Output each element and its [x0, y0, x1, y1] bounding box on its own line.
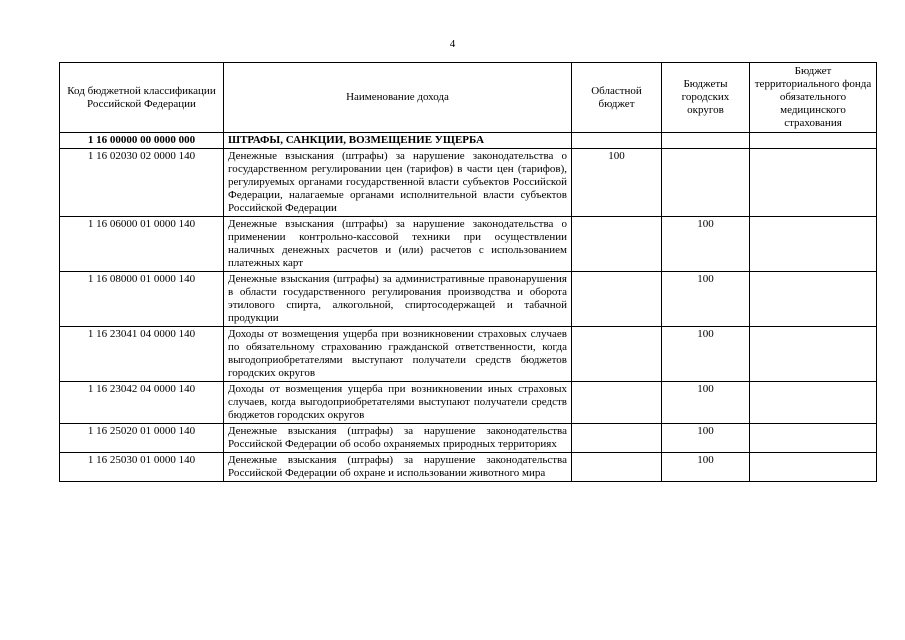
row-fund-value	[750, 382, 877, 424]
row-name: ШТРАФЫ, САНКЦИИ, ВОЗМЕЩЕНИЕ УЩЕРБА	[224, 133, 572, 149]
row-code: 1 16 08000 01 0000 140	[60, 272, 224, 327]
row-city-value: 100	[662, 382, 750, 424]
table-row	[60, 424, 877, 453]
row-regional-value	[572, 327, 662, 382]
row-regional-value	[572, 382, 662, 424]
row-code: 1 16 23041 04 0000 140	[60, 327, 224, 382]
row-city-value	[662, 149, 750, 217]
row-name: Денежные взыскания (штрафы) за нарушение законодательства о применении контрольно-кассовой техники при осуществлении наличных денежных расчетов и (или) расчетов с использованием платежных карт	[224, 217, 572, 272]
row-name: Доходы от возмещения ущерба при возникновении иных страховых случаев, когда выгодоприобретателями выступают получатели средств бюджетов городских округов	[224, 382, 572, 424]
row-city-value: 100	[662, 272, 750, 327]
row-code: 1 16 23042 04 0000 140	[60, 382, 224, 424]
row-fund-value	[750, 327, 877, 382]
row-fund-value	[750, 453, 877, 482]
row-code: 1 16 25020 01 0000 140	[60, 424, 224, 453]
row-name: Денежные взыскания (штрафы) за нарушение законодательства о государственном регулировании цен (тарифов) в части цен (тарифов), регулируемых органами государственной власти субъектов Российской Федерации, налагаемые органами исполнительной власти субъектов Российской Федерации	[224, 149, 572, 217]
row-city-value: 100	[662, 424, 750, 453]
row-name: Денежные взыскания (штрафы) за нарушение законодательства Российской Федерации об охране и использовании животного мира	[224, 453, 572, 482]
table-header-row	[60, 63, 877, 133]
row-name: Доходы от возмещения ущерба при возникновении страховых случаев по обязательному страхованию гражданской ответственности, когда выгодоприобретателями выступают получатели средств бюджетов городских округов	[224, 327, 572, 382]
row-code: 1 16 25030 01 0000 140	[60, 453, 224, 482]
table-row	[60, 453, 877, 482]
row-code: 1 16 00000 00 0000 000	[60, 133, 224, 149]
row-regional-value	[572, 133, 662, 149]
header-code: Код бюджетной классификации Российской Федерации	[60, 63, 224, 133]
table-row	[60, 382, 877, 424]
table-row	[60, 149, 877, 217]
row-name: Денежные взыскания (штрафы) за нарушение законодательства Российской Федерации об особо охраняемых природных территориях	[224, 424, 572, 453]
table-row-section	[60, 133, 877, 149]
header-regional-budget: Областной бюджет	[572, 63, 662, 133]
row-regional-value	[572, 272, 662, 327]
row-regional-value	[572, 453, 662, 482]
row-city-value	[662, 133, 750, 149]
table-row	[60, 272, 877, 327]
row-code: 1 16 06000 01 0000 140	[60, 217, 224, 272]
row-regional-value: 100	[572, 149, 662, 217]
row-fund-value	[750, 217, 877, 272]
row-city-value: 100	[662, 453, 750, 482]
page-number: 4	[449, 38, 456, 50]
row-name: Денежные взыскания (штрафы) за административные правонарушения в области государственного регулирования производства и оборота этилового спирта, алкогольной, спиртосодержащей и табачной продукции	[224, 272, 572, 327]
row-regional-value	[572, 217, 662, 272]
table-row	[60, 327, 877, 382]
row-city-value: 100	[662, 217, 750, 272]
header-medical-fund-budget: Бюджет территориального фонда обязательного медицинского страхования	[750, 63, 877, 133]
header-city-budgets: Бюджеты городских округов	[662, 63, 750, 133]
row-fund-value	[750, 272, 877, 327]
header-name: Наименование дохода	[224, 63, 572, 133]
row-code: 1 16 02030 02 0000 140	[60, 149, 224, 217]
table-row	[60, 217, 877, 272]
row-fund-value	[750, 133, 877, 149]
income-classification-table	[59, 62, 877, 482]
row-regional-value	[572, 424, 662, 453]
row-fund-value	[750, 149, 877, 217]
row-fund-value	[750, 424, 877, 453]
row-city-value: 100	[662, 327, 750, 382]
